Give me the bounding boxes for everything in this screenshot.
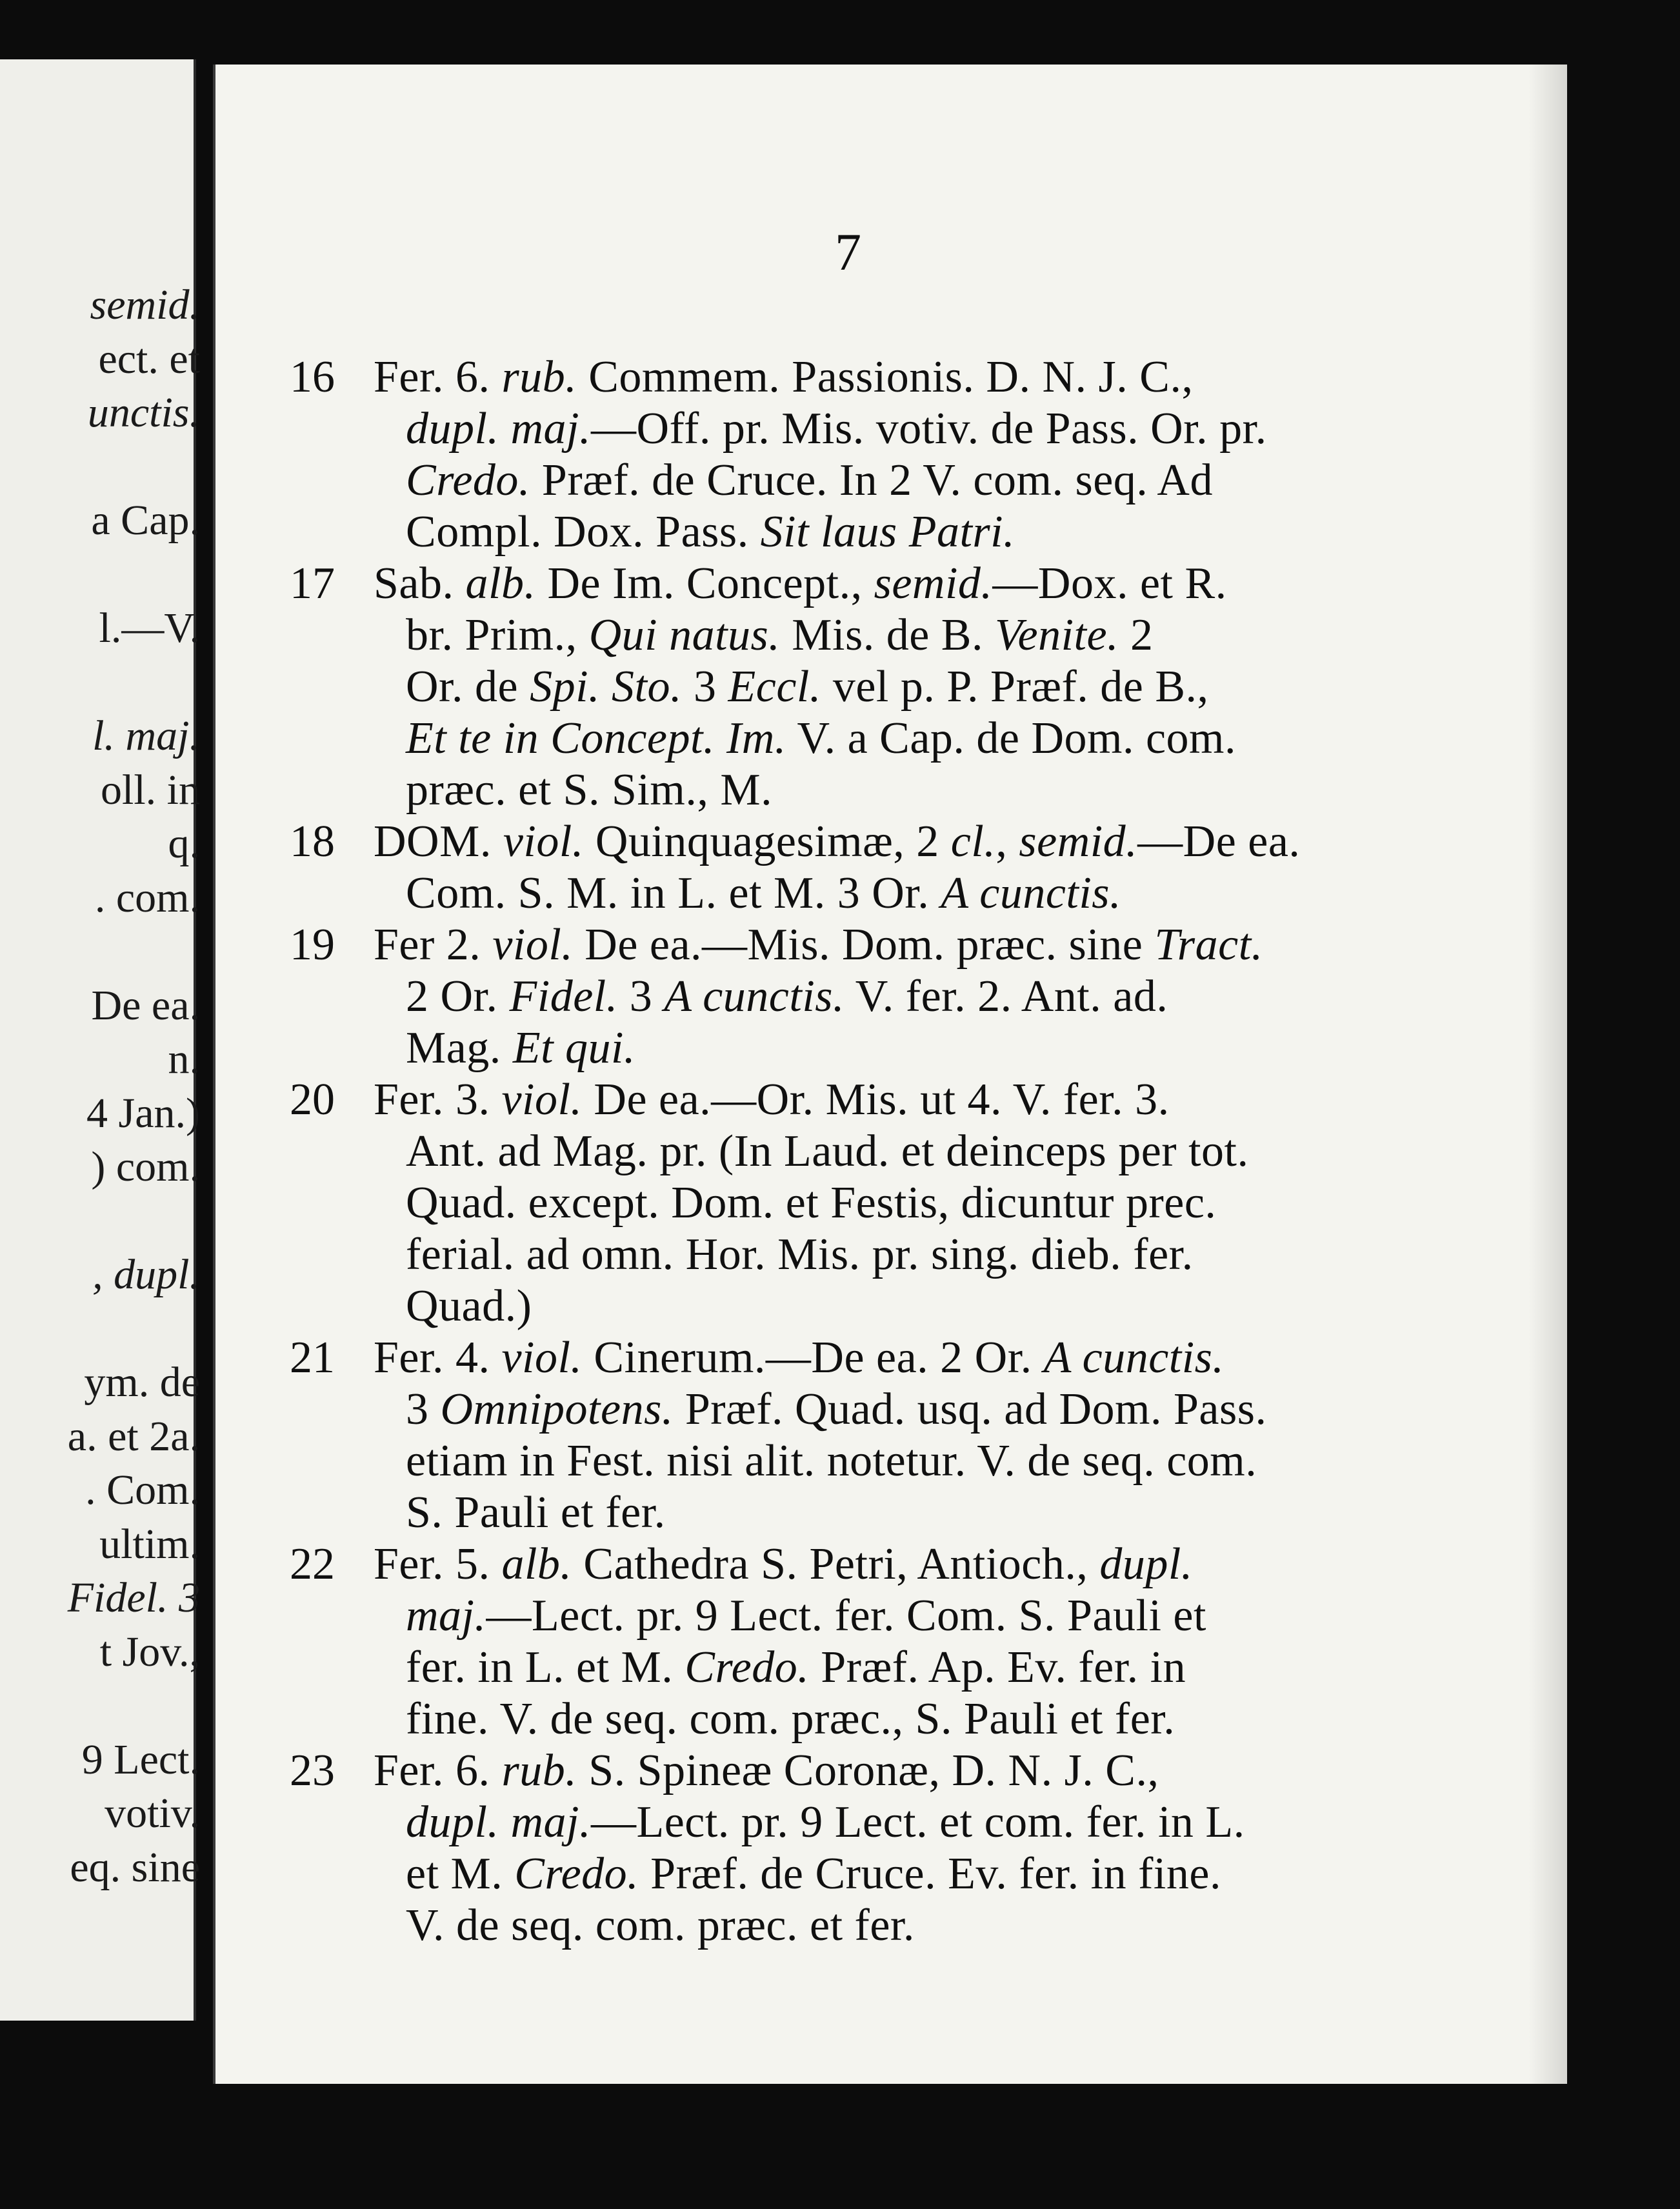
entry-line <box>406 1694 1175 1744</box>
text-run: Fer. 5. <box>374 1539 502 1589</box>
text-run: De ea.—Or. Mis. ut 4. V. fer. 3. <box>582 1075 1170 1124</box>
text-run: Quad.) <box>406 1281 532 1331</box>
italic-text: Credo. <box>514 1849 639 1899</box>
left-page-line: ultim. <box>99 1520 200 1568</box>
entry-line <box>406 1436 1257 1486</box>
left-page-line: ) com. <box>91 1143 200 1190</box>
left-page-line: De ea. <box>91 981 200 1029</box>
italic-text: A cunctis. <box>1043 1333 1225 1383</box>
text-run: —De ea. <box>1137 817 1301 866</box>
entry-line <box>406 1849 1221 1899</box>
italic-text: Omnipotens. <box>440 1384 674 1434</box>
left-page-fragment <box>0 59 200 2021</box>
entry-line <box>374 1077 1170 1123</box>
text-run: Commem. Passionis. D. N. J. C., <box>577 352 1194 402</box>
text-run: Præf. de Cruce. In 2 V. com. seq. Ad <box>530 455 1213 505</box>
left-page-line: unctis. <box>87 389 200 436</box>
entry-line <box>406 1797 1245 1847</box>
italic-text: Qui natus. <box>588 610 781 660</box>
text-run: fine. V. de seq. com. præc., S. Pauli et fer. <box>406 1694 1175 1744</box>
italic-text: Eccl. <box>728 662 821 712</box>
left-page-line: eq. sine <box>70 1843 200 1891</box>
italic-text: alb. <box>465 559 536 608</box>
text-run: ferial. ad omn. Hor. Mis. pr. sing. dieb. fer. <box>406 1230 1194 1279</box>
italic-text: Venite. <box>995 610 1119 660</box>
text-run: 3 <box>681 662 728 712</box>
left-page-line: l. maj. <box>92 712 200 759</box>
italic-text: dupl. maj. <box>406 404 591 454</box>
italic-text: rub. <box>501 352 577 402</box>
entry-line <box>374 352 1194 402</box>
entry-line <box>406 662 1209 712</box>
italic-text: Credo. <box>406 455 530 505</box>
italic-text: Fidel. <box>509 972 618 1021</box>
entry-day-number: 16 <box>290 352 335 402</box>
page-number: 7 <box>835 223 861 281</box>
text-run: Cathedra S. Petri, Antioch., <box>572 1539 1100 1589</box>
text-run: 3 <box>406 1384 441 1434</box>
italic-text: viol. <box>501 1333 583 1383</box>
entry-line <box>406 406 1267 452</box>
entry-line <box>374 1748 1159 1794</box>
left-page-line: t Jov., <box>99 1628 200 1675</box>
italic-text: A cunctis. <box>664 972 845 1021</box>
text-run: V. fer. 2. Ant. ad. <box>845 972 1168 1021</box>
left-page-line: a. et 2a. <box>67 1412 200 1460</box>
text-run: —Dox. et R. <box>992 559 1227 608</box>
italic-text: Et te in Concept. Im. <box>406 714 786 763</box>
italic-text: semid. <box>1019 817 1138 866</box>
italic-text: viol. <box>503 817 584 866</box>
left-page-line: . Com. <box>85 1466 200 1514</box>
entry-line <box>406 1645 1186 1690</box>
left-page-line: . com. <box>94 874 200 921</box>
right-page <box>213 65 1567 2084</box>
text-run: Ant. ad Mag. pr. (In Laud. et deinceps per tot. <box>406 1126 1249 1176</box>
entry-day-number: 17 <box>290 559 335 608</box>
text-run: Mis. de B. <box>780 610 995 660</box>
text-run: V. de seq. com. præc. et fer. <box>406 1901 915 1950</box>
entry-line <box>406 1281 532 1331</box>
text-run: Quad. except. Dom. et Festis, dicuntur prec. <box>406 1178 1217 1228</box>
text-run: V. a Cap. de Dom. com. <box>786 714 1236 763</box>
entry-line <box>406 1903 915 1948</box>
entry-line <box>406 716 1236 761</box>
italic-text: semid. <box>874 559 993 608</box>
entry-line <box>406 974 1168 1019</box>
left-page-line: 4 Jan.) <box>86 1089 200 1137</box>
text-run: —Lect. pr. 9 Lect. et com. fer. in L. <box>590 1797 1245 1847</box>
entry-day-number: 18 <box>290 817 335 866</box>
text-run: etiam in Fest. nisi alit. notetur. V. de seq. com. <box>406 1436 1257 1486</box>
entry-day-number: 19 <box>290 920 335 970</box>
entry-day-number: 21 <box>290 1333 335 1383</box>
text-run: Fer. 6. <box>374 1746 502 1795</box>
text-run: præc. et S. Sim., M. <box>406 765 773 815</box>
italic-text: alb. <box>501 1539 572 1589</box>
entry-line <box>374 1539 1193 1589</box>
text-run: et M. <box>406 1849 515 1899</box>
entry-line <box>406 1591 1206 1641</box>
entry-line <box>406 507 1015 557</box>
left-page-line: ym. de <box>84 1359 200 1406</box>
entry-line <box>406 455 1213 505</box>
text-run: De ea.—Mis. Dom. præc. sine <box>573 920 1155 970</box>
entry-line <box>374 561 1227 606</box>
entry-line <box>406 1232 1194 1277</box>
entry-day-number: 20 <box>290 1075 335 1124</box>
text-run: Mag. <box>406 1023 513 1073</box>
text-run: Præf. Ap. Ev. fer. in <box>809 1643 1186 1692</box>
text-run: DOM. <box>374 817 503 866</box>
left-page-line: votiv. <box>105 1790 200 1837</box>
text-run: Quinquagesimæ, 2 <box>583 817 951 866</box>
italic-text: Sit laus Patri. <box>760 507 1015 557</box>
page-edge-shadow <box>1528 65 1567 2084</box>
entry-day-number: 22 <box>290 1539 335 1589</box>
text-run: S. Pauli et fer. <box>406 1488 666 1537</box>
italic-text: A cunctis. <box>941 868 1122 918</box>
italic-text: rub. <box>501 1746 577 1795</box>
text-run: Fer. 6. <box>374 352 502 402</box>
text-run: Sab. <box>374 559 466 608</box>
italic-text: dupl. <box>1099 1539 1193 1589</box>
entry-line <box>406 1384 1267 1434</box>
italic-text: Et qui. <box>512 1023 635 1073</box>
text-run: S. Spineæ Coronæ, D. N. J. C., <box>577 1746 1159 1795</box>
text-run: vel p. P. Præf. de B., <box>821 662 1209 712</box>
entry-line <box>406 1126 1249 1176</box>
text-run: De Im. Concept., <box>535 559 874 608</box>
text-run: Or. de <box>406 662 530 712</box>
text-run: 3 <box>617 972 665 1021</box>
italic-text: Spi. Sto. <box>530 662 682 712</box>
text-run: 2 <box>1119 610 1154 660</box>
text-run: 2 Or. <box>406 972 510 1021</box>
italic-text: cl. <box>950 817 996 866</box>
text-run: Com. S. M. in L. et M. 3 Or. <box>406 868 941 918</box>
left-page-line: , dupl. <box>92 1251 200 1298</box>
italic-text: viol. <box>501 1075 583 1124</box>
entry-line <box>374 1335 1224 1381</box>
entry-line <box>374 819 1300 865</box>
entry-line <box>406 868 1122 918</box>
text-run: Fer. 4. <box>374 1333 502 1383</box>
entry-line <box>406 1023 635 1073</box>
text-run: Præf. Quad. usq. ad Dom. Pass. <box>673 1384 1267 1434</box>
left-page-line: l.—V. <box>99 605 200 652</box>
italic-text: Credo. <box>685 1643 810 1692</box>
entry-line <box>374 920 1263 970</box>
left-page-line: n. <box>168 1035 200 1083</box>
text-run: Fer. 3. <box>374 1075 502 1124</box>
text-run: Compl. Dox. Pass. <box>406 507 761 557</box>
text-run: —Lect. pr. 9 Lect. fer. Com. S. Pauli et <box>486 1591 1206 1641</box>
entry-day-number: 23 <box>290 1746 335 1795</box>
entry-line <box>406 765 773 815</box>
left-page-line: ect. et <box>98 335 200 383</box>
text-run: fer. in L. et M. <box>406 1643 685 1692</box>
text-run: Fer 2. <box>374 920 493 970</box>
left-page-line: 9 Lect. <box>81 1735 200 1783</box>
text-run: , <box>995 817 1019 866</box>
entry-line <box>406 1178 1217 1228</box>
left-page-line: semid. <box>90 281 200 328</box>
left-page-line: Fidel. 3 <box>67 1574 200 1621</box>
italic-text: dupl. maj. <box>406 1797 591 1847</box>
text-run: Cinerum.—De ea. 2 Or. <box>582 1333 1044 1383</box>
text-run: —Off. pr. Mis. votiv. de Pass. Or. pr. <box>590 404 1267 454</box>
left-page-line: oll. in <box>100 766 200 814</box>
italic-text: maj. <box>406 1591 486 1641</box>
entry-line <box>406 1490 666 1535</box>
left-page-line: a Cap. <box>91 497 200 544</box>
italic-text: viol. <box>492 920 574 970</box>
italic-text: Tract. <box>1154 920 1263 970</box>
text-run: br. Prim., <box>406 610 589 660</box>
left-page-line: q. <box>168 820 200 867</box>
entry-line <box>406 610 1154 660</box>
text-run: Præf. de Cruce. Ev. fer. in fine. <box>639 1849 1221 1899</box>
